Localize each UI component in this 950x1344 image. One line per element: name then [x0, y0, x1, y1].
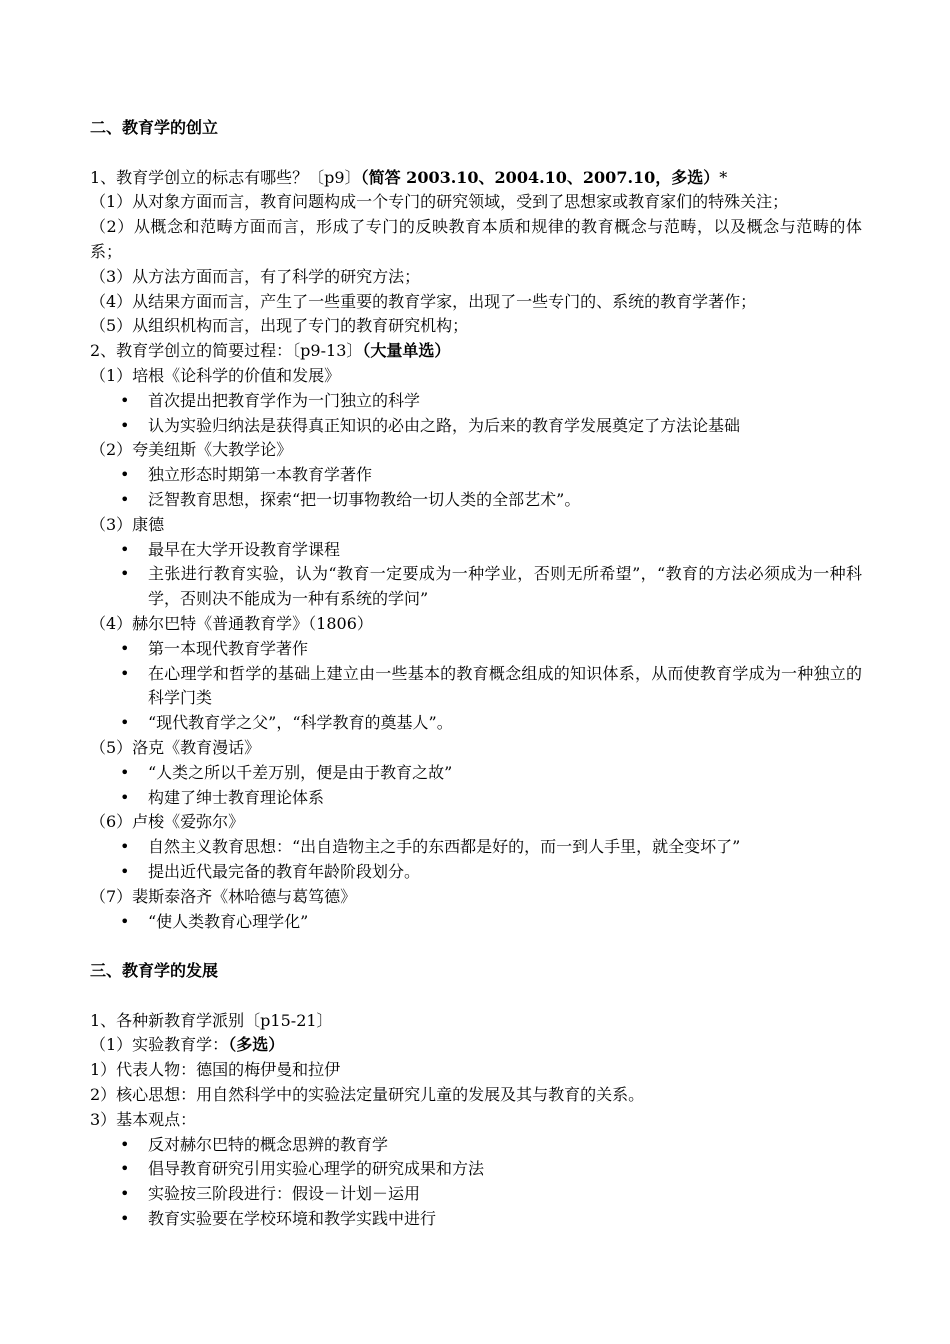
bullet-text: 在心理学和哲学的基础上建立由一些基本的教育概念组成的知识体系，从而使教育学成为一种独立的科学门类 [148, 663, 862, 708]
bullet-icon: • [120, 539, 130, 559]
bullet-icon: • [120, 663, 130, 683]
bullet-text: “人类之所以千差万别，便是由于教育之故” [148, 762, 453, 782]
school-list-title: 1、各种新教育学派别〔p15-21〕 [90, 1010, 333, 1030]
bullet-icon: • [120, 390, 130, 410]
bullet-item [90, 761, 862, 786]
spacer [90, 141, 862, 166]
bullet-item [90, 1207, 862, 1232]
person-title: （7）裴斯泰洛齐《林哈德与葛笃德》 [90, 886, 357, 906]
bullet-item [90, 488, 862, 513]
core-idea: 2）核心思想：用自然科学中的实验法定量研究儿童的发展及其与教育的关系。 [90, 1085, 645, 1105]
bullet-item [90, 786, 862, 811]
representative-figures: 1）代表人物：德国的梅伊曼和拉伊 [90, 1060, 341, 1080]
bullet-icon: • [120, 638, 130, 658]
bullet-item [90, 1157, 862, 1182]
bullet-icon: • [120, 489, 130, 509]
question-2-text: 2、教育学创立的简要过程：〔p9-13〕 [90, 341, 363, 361]
bullet-item [90, 1133, 862, 1158]
bullet-icon: • [120, 713, 130, 733]
bullet-icon: • [120, 787, 130, 807]
bullet-text: 首次提出把教育学作为一门独立的科学 [148, 390, 421, 410]
bullet-item [90, 389, 862, 414]
bullet-text: 泛智教育思想，探索“把一切事物教给一切人类的全部艺术”。 [148, 489, 581, 509]
bullet-icon: • [120, 1159, 130, 1179]
person-title: （3）康德 [90, 514, 165, 534]
question-2 [90, 339, 862, 364]
bullet-icon: • [120, 1134, 130, 1154]
basic-views-title: 3）基本观点： [90, 1109, 197, 1129]
sign-item: （4）从结果方面而言，产生了一些重要的教育学家，出现了一些专门的、系统的教育学著作； [90, 291, 757, 311]
person-title: （5）洛克《教育漫话》 [90, 737, 261, 757]
bullet-item [90, 860, 862, 885]
question-1-text: 1、教育学创立的标志有哪些？〔p9〕 [90, 167, 361, 187]
bullet-text: 独立形态时期第一本教育学著作 [148, 465, 373, 485]
bullet-item [90, 538, 862, 563]
bullet-text: 提出近代最完备的教育年龄阶段划分。 [148, 861, 421, 881]
bullet-icon: • [120, 1209, 130, 1229]
bullet-text: “使人类教育心理学化” [148, 911, 309, 931]
sign-item: （3）从方法方面而言，有了科学的研究方法； [90, 266, 421, 286]
sign-item: （5）从组织机构而言，出现了专门的教育研究机构； [90, 316, 469, 336]
section-heading-development: 三、教育学的发展 [90, 961, 219, 981]
bullet-text: 实验按三阶段进行：假设－计划－运用 [148, 1184, 421, 1204]
bullet-item [90, 662, 862, 712]
bullet-icon: • [120, 564, 130, 584]
spacer [90, 934, 862, 959]
bullet-item [90, 910, 862, 935]
experimental-text: （1）实验教育学： [90, 1035, 229, 1055]
bullet-icon: • [120, 762, 130, 782]
bullet-text: 构建了绅士教育理论体系 [148, 787, 325, 807]
experimental-exam-note: （多选） [228, 1035, 285, 1055]
bullet-text: 自然主义教育思想：“出自造物主之手的东西都是好的，而一到人手里，就全变坏了” [148, 837, 741, 857]
bullet-icon: • [120, 1184, 130, 1204]
question-1-exam-note: （简答 2003.10、2004.10、2007.10，多选） [360, 167, 720, 187]
bullet-item [90, 1182, 862, 1207]
bullet-item [90, 637, 862, 662]
section-heading-founding: 二、教育学的创立 [90, 118, 219, 137]
bullet-icon: • [120, 861, 130, 881]
person-title: （6）卢梭《爱弥尔》 [90, 812, 245, 832]
bullet-icon: • [120, 837, 130, 857]
bullet-item [90, 562, 862, 612]
experimental-title [90, 1033, 862, 1058]
bullet-icon: • [120, 465, 130, 485]
bullet-text: 倡导教育研究引用实验心理学的研究成果和方法 [148, 1159, 485, 1179]
bullet-text: “现代教育学之父”，“科学教育的奠基人”。 [148, 713, 453, 733]
person-title: （4）赫尔巴特《普通教育学》（1806） [90, 613, 373, 633]
question-1-star: * [719, 167, 728, 187]
question-1 [90, 166, 862, 191]
sign-item: （1）从对象方面而言，教育问题构成一个专门的研究领域，受到了思想家或教育家们的特殊关注； [90, 192, 789, 212]
spacer [90, 984, 862, 1009]
bullet-text: 主张进行教育实验，认为“教育一定要成为一种学业，否则无所希望”，“教育的方法必须成为一种科学，否则决不能成为一种有系统的学问” [148, 564, 862, 609]
bullet-text: 反对赫尔巴特的概念思辨的教育学 [148, 1134, 389, 1154]
person-title: （2）夸美纽斯《大教学论》 [90, 440, 293, 460]
bullet-item [90, 414, 862, 439]
bullet-icon: • [120, 911, 130, 931]
bullet-item [90, 463, 862, 488]
bullet-item [90, 835, 862, 860]
bullet-text: 教育实验要在学校环境和教学实践中进行 [148, 1209, 437, 1229]
bullet-text: 认为实验归纳法是获得真正知识的必由之路，为后来的教育学发展奠定了方法论基础 [148, 415, 741, 435]
sign-item: （2）从概念和范畴方面而言，形成了专门的反映教育本质和规律的教育概念与范畴，以及概念与范畴的体系； [90, 217, 862, 261]
bullet-icon: • [120, 415, 130, 435]
bullet-text: 第一本现代教育学著作 [148, 638, 309, 658]
bullet-item [90, 711, 862, 736]
question-2-exam-note: （大量单选） [362, 341, 451, 361]
person-title: （1）培根《论科学的价值和发展》 [90, 365, 341, 385]
bullet-text: 最早在大学开设教育学课程 [148, 539, 341, 559]
